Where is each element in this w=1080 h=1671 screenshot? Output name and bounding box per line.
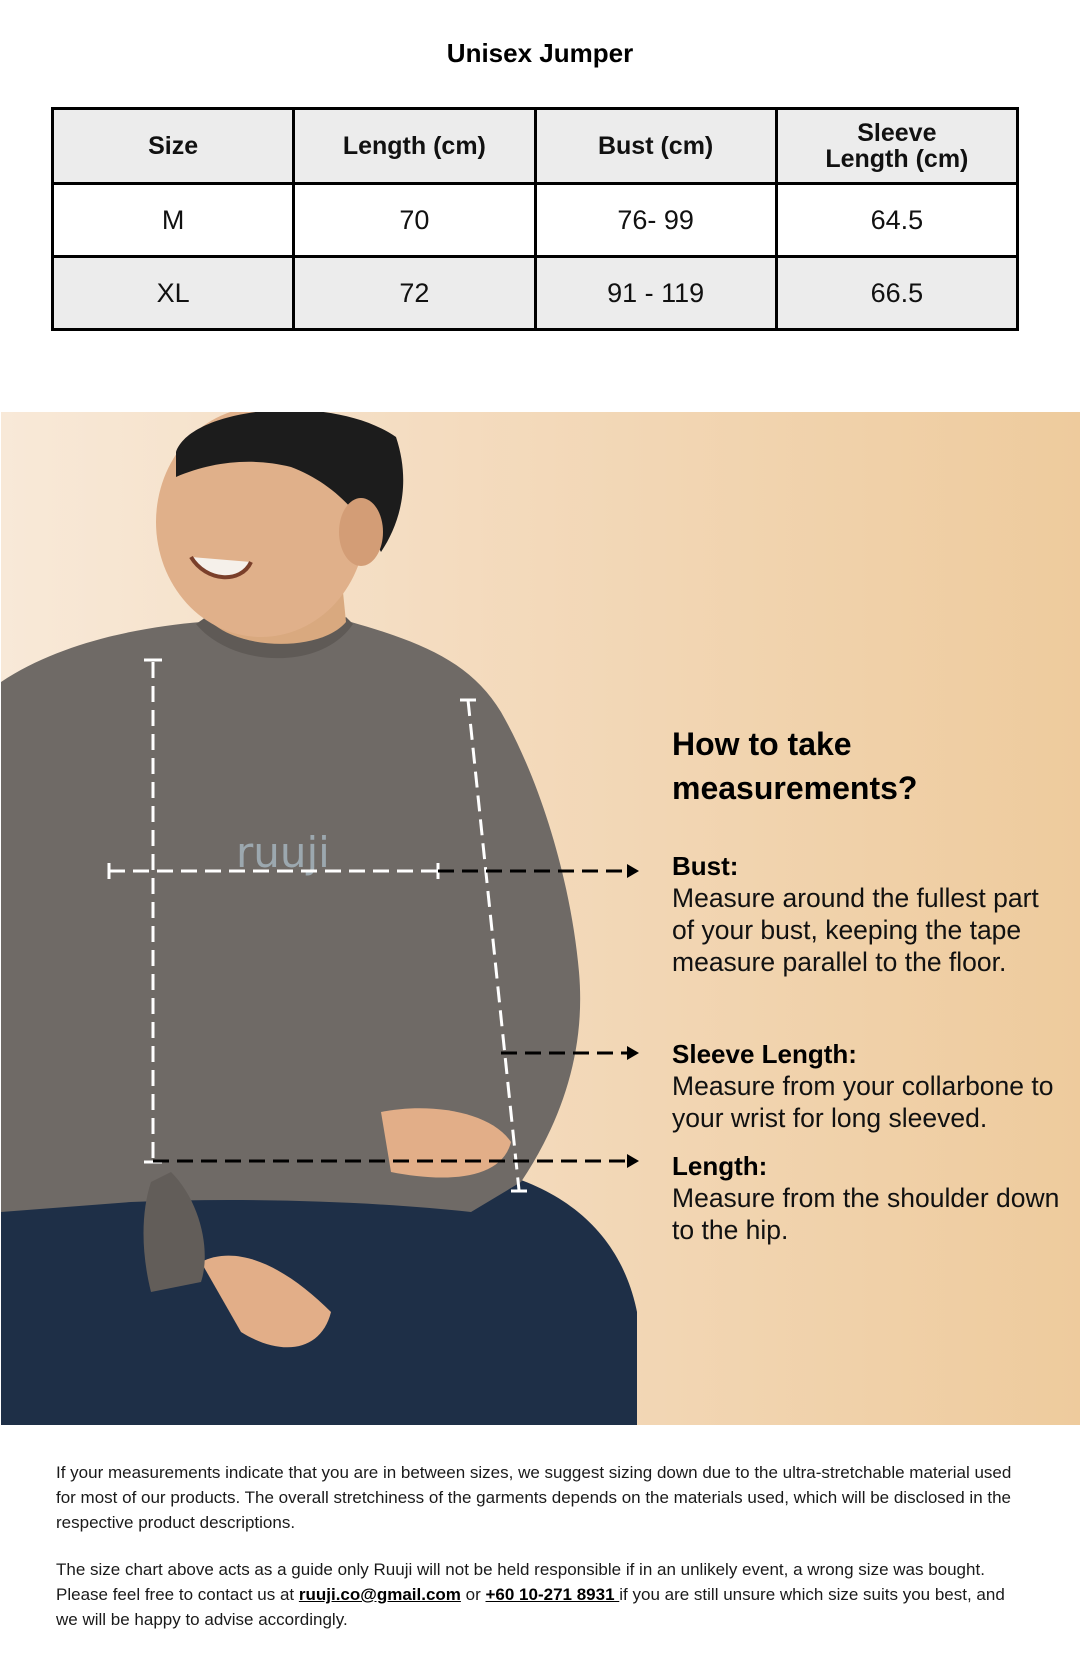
page-title: Unisex Jumper <box>446 38 634 68</box>
header-sleeve-length: Sleeve Length (cm) <box>776 109 1017 184</box>
length-title: Length: <box>672 1151 768 1181</box>
length-arrow-head <box>627 1154 639 1168</box>
jumper <box>1 616 580 1212</box>
cell-sleeve-length: 64.5 <box>776 184 1017 257</box>
shirt-logo: ruuji <box>236 828 330 877</box>
size-chart-table <box>51 107 1019 331</box>
sleeve-instruction <box>672 1038 1062 1134</box>
cell-size: XL <box>53 257 294 330</box>
disclaimer-text: The size chart above acts as a guide only Ruuji will not be held responsible if in an unlikely event, a wrong size was bought. Please feel free to contact us at <box>56 1560 985 1604</box>
email-link[interactable]: ruuji.co@gmail.com <box>298 1585 461 1604</box>
sleeve-text: Measure from your collarbone to your wrist for long sleeved. <box>672 1071 1054 1133</box>
bust-instruction <box>672 850 1062 978</box>
cell-bust: 91 - 119 <box>535 257 776 330</box>
length-text: Measure from the shoulder down to the hip. <box>672 1183 1060 1245</box>
header-size: Size <box>53 109 294 184</box>
table-header-row <box>53 109 1018 184</box>
sleeve-title: Sleeve Length: <box>672 1039 857 1069</box>
sleeve-arrow-head <box>627 1046 639 1060</box>
disclaimer-or: or <box>460 1585 486 1604</box>
length-instruction <box>672 1150 1062 1246</box>
cell-length: 72 <box>294 257 535 330</box>
bust-text: Measure around the fullest part of your bust, keeping the tape measure parallel to the floor. <box>672 883 1039 977</box>
cell-size: M <box>53 184 294 257</box>
table-row <box>53 184 1018 257</box>
bust-title: Bust: <box>672 851 739 881</box>
cell-bust: 76- 99 <box>535 184 776 257</box>
how-to-measure-heading: How to take measurements? <box>672 726 918 806</box>
cell-length: 70 <box>294 184 535 257</box>
header-bust: Bust (cm) <box>535 109 776 184</box>
bust-arrow-head <box>627 864 639 878</box>
disclaimer-end: if you are still unsure which size suits you best, and we will be happy to advise accordingly. <box>56 1585 1005 1629</box>
cell-sleeve-length: 66.5 <box>776 257 1017 330</box>
table-row <box>53 257 1018 330</box>
header-length: Length (cm) <box>294 109 535 184</box>
phone-link[interactable]: +60 10-271 8931 <box>485 1585 620 1604</box>
sizing-note: If your measurements indicate that you are in between sizes, we suggest sizing down due to the ultra-stretchable material used for most of our products. The overall stretchiness of the garments depends on the materials used, which will be disclosed in the respective product descriptions. <box>56 1463 1012 1532</box>
disclaimer-note <box>56 1557 1016 1632</box>
